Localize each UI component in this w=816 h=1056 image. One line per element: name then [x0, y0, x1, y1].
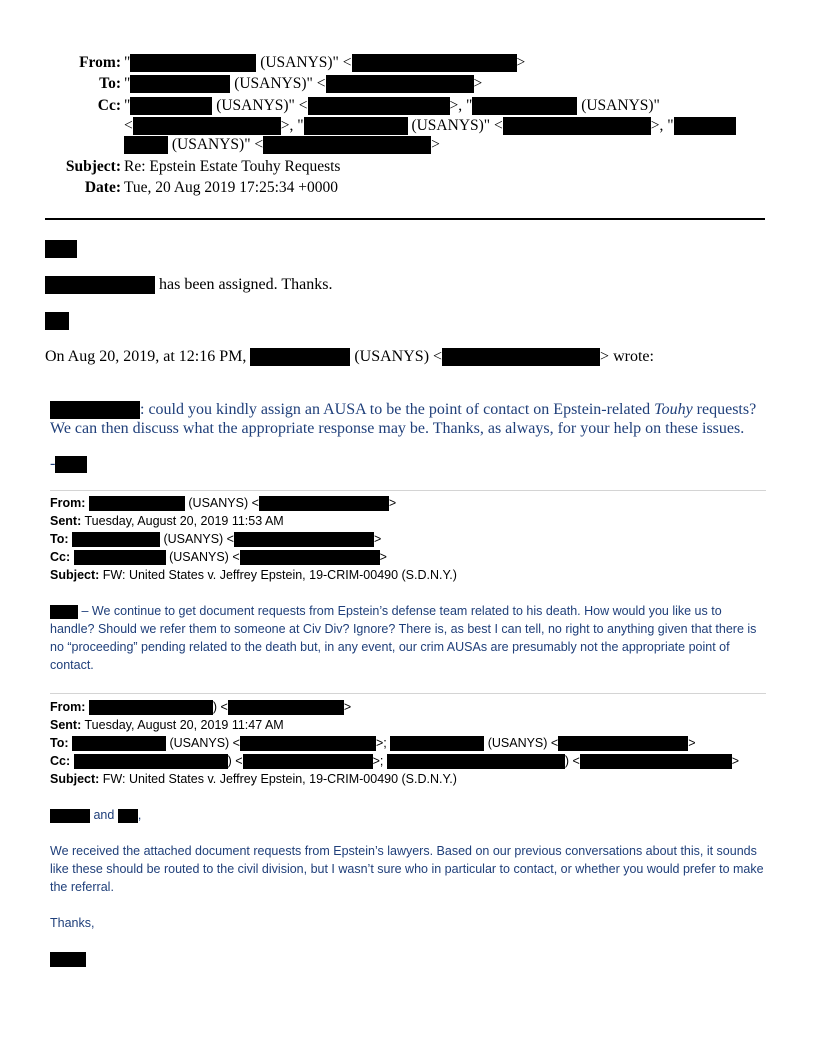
fwd2-to-text: > — [688, 736, 696, 750]
cc-text: (USANYS)" < — [168, 136, 264, 153]
redaction-box — [45, 240, 77, 258]
signature — [45, 312, 69, 330]
fwd1-cc-text: (USANYS) < — [165, 550, 240, 564]
date-value: Tue, 20 Aug 2019 17:25:34 +0000 — [124, 179, 338, 196]
fwd2-to-text: (USANYS) < — [166, 736, 240, 750]
redaction-box — [89, 700, 213, 715]
cc-text: >, " — [650, 117, 674, 134]
to-quote: " — [124, 75, 131, 92]
to-label: To: — [99, 75, 121, 92]
cc-text: > — [431, 136, 440, 153]
cc-label: Cc: — [97, 97, 121, 114]
assigned-text: has been assigned. Thanks. — [155, 276, 333, 293]
redaction-box — [50, 605, 78, 619]
redaction-box — [118, 809, 138, 823]
redaction-box — [259, 496, 389, 511]
assigned-line — [45, 276, 332, 294]
quoted-message — [50, 400, 770, 438]
cc-text: (USANYS)" < — [407, 117, 503, 134]
fwd2-cc-text: >; — [372, 754, 387, 768]
fwd2-cc — [50, 752, 739, 770]
fwd2-cc-label: Cc: — [50, 754, 71, 768]
cc-text: < — [124, 117, 133, 134]
redaction-box — [234, 532, 374, 547]
forward-divider-2 — [50, 693, 766, 694]
message-text: requests? We can then discuss what the appropriate response may be. Thanks, as always, for your help on these issues. — [50, 401, 757, 438]
forward-divider — [50, 490, 766, 491]
fwd2-to — [50, 734, 696, 752]
salutation — [45, 240, 77, 258]
fwd2-cc-text: ) < — [564, 754, 580, 768]
fwd1-sent-label: Sent: — [50, 514, 82, 528]
from-quote: " — [124, 54, 131, 71]
fwd1-to-text: > — [373, 532, 382, 546]
redaction-box — [55, 456, 87, 473]
redaction-box — [250, 348, 350, 366]
greeting-text: , — [137, 808, 142, 822]
fwd1-to — [50, 530, 381, 548]
redaction-box — [74, 754, 228, 769]
redaction-box — [326, 75, 474, 93]
redaction-box — [50, 401, 140, 419]
redaction-box — [503, 117, 651, 135]
cc-text: " — [124, 97, 131, 114]
fwd2-sent — [50, 716, 284, 734]
fwd2-from-text: > — [343, 700, 352, 714]
redaction-box — [50, 809, 90, 823]
fwd1-to-text: (USANYS) < — [160, 532, 234, 546]
subject-label: Subject: — [65, 158, 121, 175]
to-close: > — [473, 75, 483, 92]
fwd1-from — [50, 494, 396, 512]
redaction-box — [442, 348, 600, 366]
fwd2-to-text: >; — [375, 736, 391, 750]
redaction-box — [263, 136, 431, 154]
fwd2-to-text: (USANYS) < — [484, 736, 559, 750]
cc-text: >, " — [449, 97, 473, 114]
from-label: From: — [79, 54, 121, 71]
fwd1-body-text: – We continue to get document requests from Epstein’s defense team related to his death. How would you like us to handle? Should we refer them to someone at Civ Div? Ignore? There is, as best I can tell, no right to anything given that there is no “proceeding” pending related to the death but, in any event, our crim AUSAs are presumably not the appropriate point of contact. — [50, 604, 757, 672]
quote-intro — [45, 348, 654, 366]
fwd1-to-label: To: — [50, 532, 69, 546]
fwd2-thanks: Thanks, — [50, 916, 95, 930]
redaction-box — [304, 117, 408, 135]
redaction-box — [558, 736, 688, 751]
redaction-box — [45, 276, 155, 294]
fwd1-from-text: > — [388, 496, 397, 510]
touhy-italic: Touhy — [654, 401, 693, 418]
redaction-box — [72, 736, 166, 751]
fwd2-cc-text: ) < — [227, 754, 243, 768]
redaction-box — [130, 97, 212, 115]
redaction-box — [580, 754, 732, 769]
signoff-dash: - — [50, 455, 56, 472]
fwd1-from-label: From: — [50, 496, 86, 510]
fwd1-body — [50, 602, 766, 674]
redaction-box — [674, 117, 736, 135]
fwd1-from-text: (USANYS) < — [184, 496, 259, 510]
message-text: : could you kindly assign an AUSA to be the point of contact on Epstein-related — [140, 401, 655, 418]
fwd2-sent-label: Sent: — [50, 718, 82, 732]
fwd1-subject-label: Subject: — [50, 568, 100, 582]
fwd2-from — [50, 698, 351, 716]
fwd2-to-label: To: — [50, 736, 69, 750]
redaction-box — [308, 97, 450, 115]
fwd1-sent — [50, 512, 284, 530]
cc-text: (USANYS)" — [577, 97, 660, 114]
redaction-box — [240, 736, 376, 751]
greeting-text: and — [90, 808, 118, 822]
fwd1-subject — [50, 566, 457, 584]
fwd1-cc-label: Cc: — [50, 550, 71, 564]
fwd2-sent-value: Tuesday, August 20, 2019 11:47 AM — [81, 718, 284, 732]
redaction-box — [133, 117, 281, 135]
cc-text: >, " — [280, 117, 304, 134]
fwd2-body: We received the attached document requests from Epstein’s lawyers. Based on our previous conversations about this, it sounds like these should be routed to the civil division, but I wasn’t sure who in particular to contact, or whether you would prefer to make the referral. — [50, 844, 764, 894]
fwd1-cc — [50, 548, 387, 566]
date-label: Date: — [84, 179, 121, 196]
redaction-box — [50, 952, 86, 967]
fwd1-cc-text: > — [379, 550, 387, 564]
fwd2-from-text: ) < — [212, 700, 228, 714]
quote-intro-text: (USANYS) < — [350, 348, 443, 365]
redaction-box — [72, 532, 160, 547]
fwd1-subject-value: FW: United States v. Jeffrey Epstein, 19-CRIM-00490 (S.D.N.Y.) — [99, 568, 457, 582]
fwd2-subject-value: FW: United States v. Jeffrey Epstein, 19-CRIM-00490 (S.D.N.Y.) — [99, 772, 457, 786]
redaction-box — [387, 754, 565, 769]
redaction-box — [124, 136, 168, 154]
fwd2-subject — [50, 770, 457, 788]
redaction-box — [228, 700, 344, 715]
redaction-box — [74, 550, 166, 565]
fwd2-signature — [50, 950, 766, 968]
fwd2-greeting — [50, 806, 766, 824]
to-mid: (USANYS)" < — [230, 75, 326, 92]
quote-intro-text: On Aug 20, 2019, at 12:16 PM, — [45, 348, 251, 365]
header-divider — [45, 218, 765, 220]
fwd2-cc-text: > — [731, 754, 740, 768]
quote-intro-text: > wrote: — [600, 348, 654, 365]
from-mid: (USANYS)" < — [256, 54, 352, 71]
fwd1-sent-value: Tuesday, August 20, 2019 11:53 AM — [81, 514, 284, 528]
redaction-box — [352, 54, 517, 72]
redaction-box — [45, 312, 69, 330]
from-close: > — [516, 54, 526, 71]
subject-value: Re: Epstein Estate Touhy Requests — [124, 158, 341, 175]
redaction-box — [240, 550, 380, 565]
fwd2-from-label: From: — [50, 700, 86, 714]
redaction-box — [130, 54, 256, 72]
fwd2-subject-label: Subject: — [50, 772, 100, 786]
redaction-box — [89, 496, 185, 511]
redaction-box — [243, 754, 373, 769]
redaction-box — [390, 736, 484, 751]
redaction-box — [130, 75, 230, 93]
redaction-box — [472, 97, 577, 115]
quoted-signoff — [50, 454, 770, 473]
cc-text: (USANYS)" < — [212, 97, 308, 114]
